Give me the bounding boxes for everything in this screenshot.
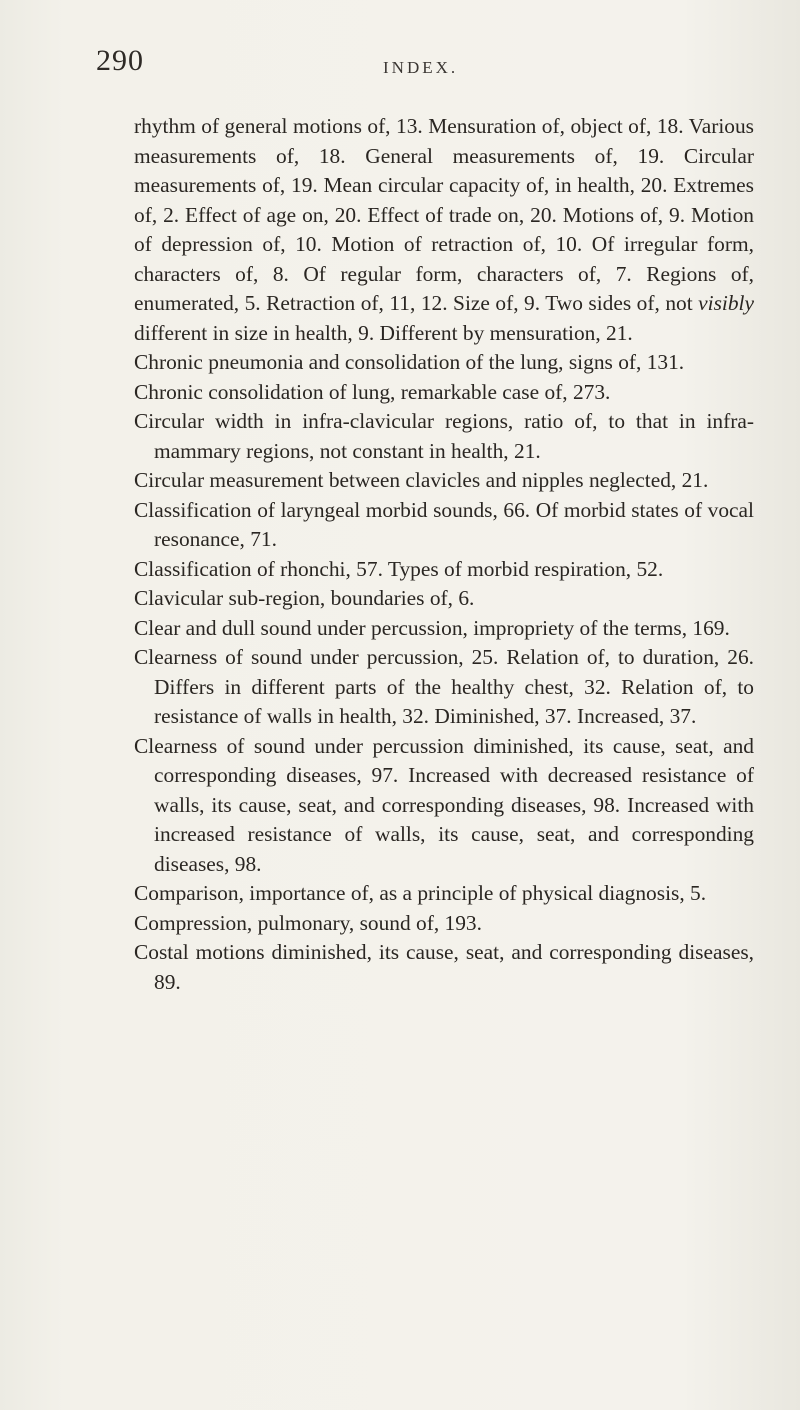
entry-text: Compression, pulmonary, sound of, 193. bbox=[134, 910, 482, 935]
entry-text: Classification of laryngeal morbid sounds, 66. Of morbid states of vocal resonance, 71. bbox=[134, 497, 754, 551]
index-entry bbox=[134, 378, 754, 408]
index-entries bbox=[134, 112, 754, 997]
entry-text: different in size in health, 9. Different by mensuration, 21. bbox=[134, 320, 633, 345]
index-entry bbox=[134, 555, 754, 585]
index-entry bbox=[134, 643, 754, 732]
running-head: INDEX. bbox=[383, 58, 459, 77]
entry-text: rhythm of general motions of, 13. Mensuration of, object of, 18. Various measurements of, 18. General measurements of, 19. Circular measurements of, 19. Mean circular capacity of, in health, 20. Extremes of, 2. Effect of age on, 20. Effect of trade on, 20. Motions of, 9. Motion of depression of, 10. Motion of retraction of, 10. Of irregular form, characters of, 8. Of regular form, characters of, 7. Regions of, enumerated, 5. Retraction of, 11, 12. Size of, 9. Two sides of, not bbox=[134, 114, 754, 315]
index-entry bbox=[134, 732, 754, 880]
entry-text: Classification of rhonchi, 57. Types of morbid respiration, 52. bbox=[134, 556, 664, 581]
entry-text: Circular measurement between clavicles and nipples neglected, 21. bbox=[134, 468, 709, 492]
index-entry bbox=[134, 614, 754, 644]
index-entry bbox=[134, 584, 754, 614]
entry-text: Clear and dull sound under percussion, impropriety of the terms, 169. bbox=[134, 615, 730, 640]
index-entry bbox=[134, 407, 754, 466]
index-entry bbox=[134, 496, 754, 555]
entry-text: Chronic consolidation of lung, remarkable case of, 273. bbox=[134, 379, 611, 404]
index-entry bbox=[134, 909, 754, 939]
index-entry bbox=[134, 348, 754, 378]
entry-text: Clearness of sound under percussion, 25. Relation of, to duration, 26. Differs in different parts of the healthy chest, 32. Relation of, to resistance of walls in health, 32. Diminished, 37. Increased, 37. bbox=[134, 645, 754, 728]
entry-text: Costal motions diminished, its cause, seat, and corresponding diseases, 89. bbox=[134, 940, 754, 994]
entry-text: Comparison, importance of, as a principle of physical diagnosis, 5. bbox=[134, 881, 707, 905]
entry-text: Clavicular sub-region, boundaries of, 6. bbox=[134, 586, 475, 610]
entry-text: Clearness of sound under percussion diminished, its cause, seat, and corresponding diseases, 97. Increased with decreased resistance of walls, its cause, seat, and corresponding diseases, 98. Increased with increased resistance of walls, its cause, seat, and corresponding diseases, 98. bbox=[134, 733, 754, 876]
index-entry bbox=[134, 879, 754, 909]
index-entry bbox=[134, 466, 754, 496]
index-entry bbox=[134, 938, 754, 997]
index-entry bbox=[134, 112, 754, 348]
entry-text-italic: visibly bbox=[698, 291, 754, 315]
entry-text: Chronic pneumonia and consolidation of the lung, signs of, 131. bbox=[134, 350, 685, 374]
entry-text: Circular width in infra-clavicular regions, ratio of, to that in infra-mammary regions, not constant in health, 21. bbox=[134, 409, 754, 463]
page-number: 290 bbox=[96, 44, 144, 77]
